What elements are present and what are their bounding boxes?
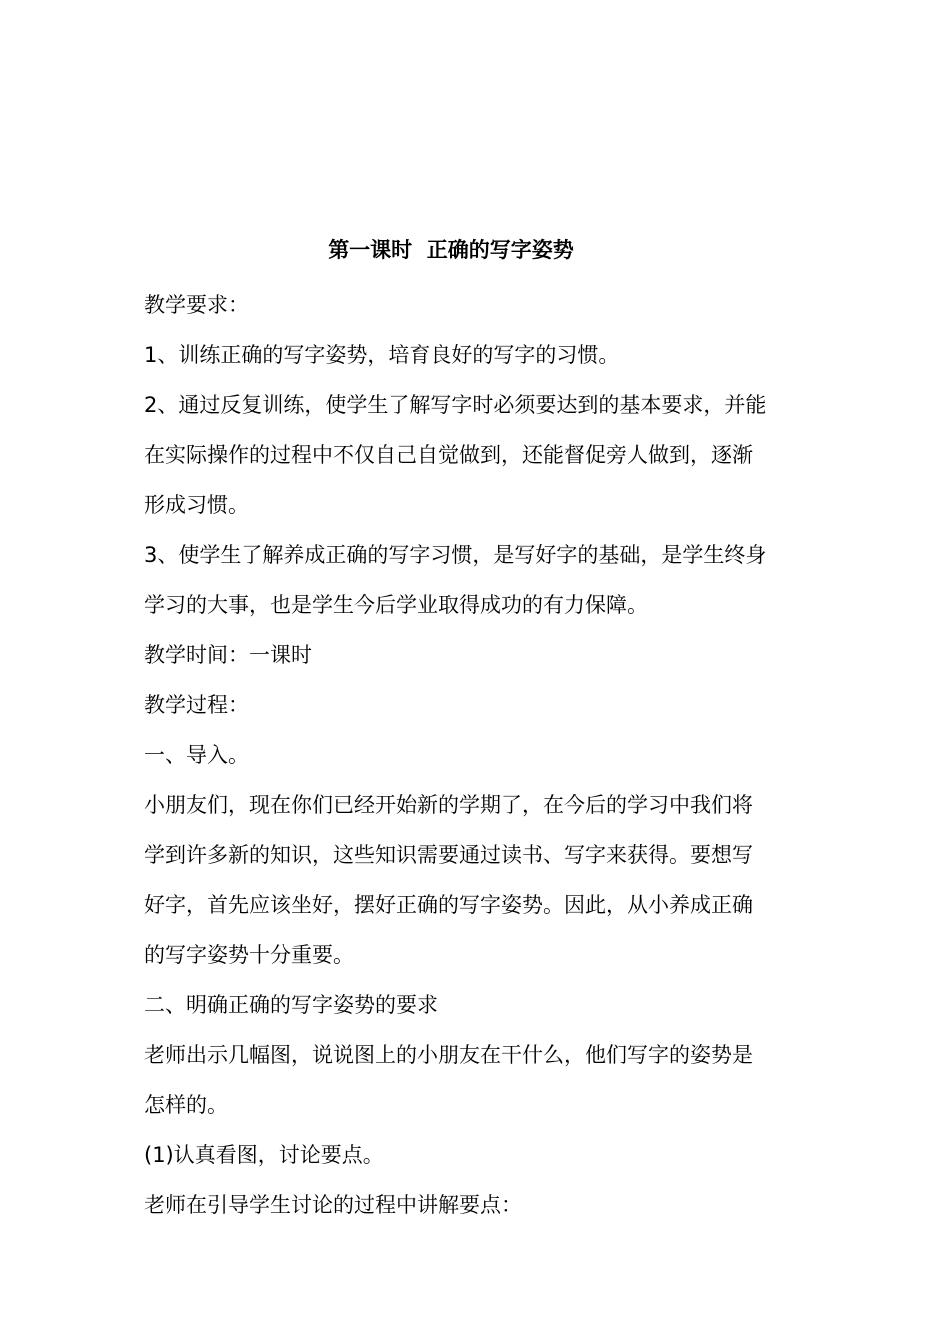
text-line: 形成习惯。 — [144, 493, 249, 517]
text-line: 学习的大事，也是学生今后学业取得成功的有力保障。 — [144, 593, 648, 617]
text-line: 教学过程： — [144, 693, 249, 717]
document-body — [144, 280, 808, 1230]
text-line: 小朋友们，现在你们已经开始新的学期了，在今后的学习中我们将 — [144, 793, 753, 817]
text-line: 老师在引导学生讨论的过程中讲解要点： — [144, 1193, 522, 1217]
text-line: 怎样的。 — [144, 1093, 228, 1117]
text-line: 在实际操作的过程中不仅自己自觉做到，还能督促旁人做到，逐渐 — [144, 443, 753, 467]
text-line: 1、训练正确的写字姿势，培育良好的写字的习惯。 — [144, 343, 620, 367]
text-line: 教学要求： — [144, 293, 249, 317]
text-line: 二、明确正确的写字姿势的要求 — [144, 993, 438, 1017]
text-line: 学到许多新的知识，这些知识需要通过读书、写字来获得。要想写 — [144, 843, 753, 867]
text-line: 好字，首先应该坐好，摆好正确的写字姿势。因此，从小养成正确 — [144, 893, 753, 917]
text-line: 教学时间：一课时 — [144, 643, 312, 667]
text-line: 的写字姿势十分重要。 — [144, 943, 354, 967]
text-line: 2、通过反复训练，使学生了解写字时必须要达到的基本要求，并能 — [144, 393, 767, 417]
text-line: 一、导入。 — [144, 743, 249, 767]
lesson-title: 第一课时 正确的写字姿势 — [328, 238, 574, 262]
text-line: 老师出示几幅图，说说图上的小朋友在干什么，他们写字的姿势是 — [144, 1043, 753, 1067]
text-line: (1)认真看图，讨论要点。 — [144, 1143, 384, 1167]
text-line: 3、使学生了解养成正确的写字习惯，是写好字的基础，是学生终身 — [144, 543, 767, 567]
